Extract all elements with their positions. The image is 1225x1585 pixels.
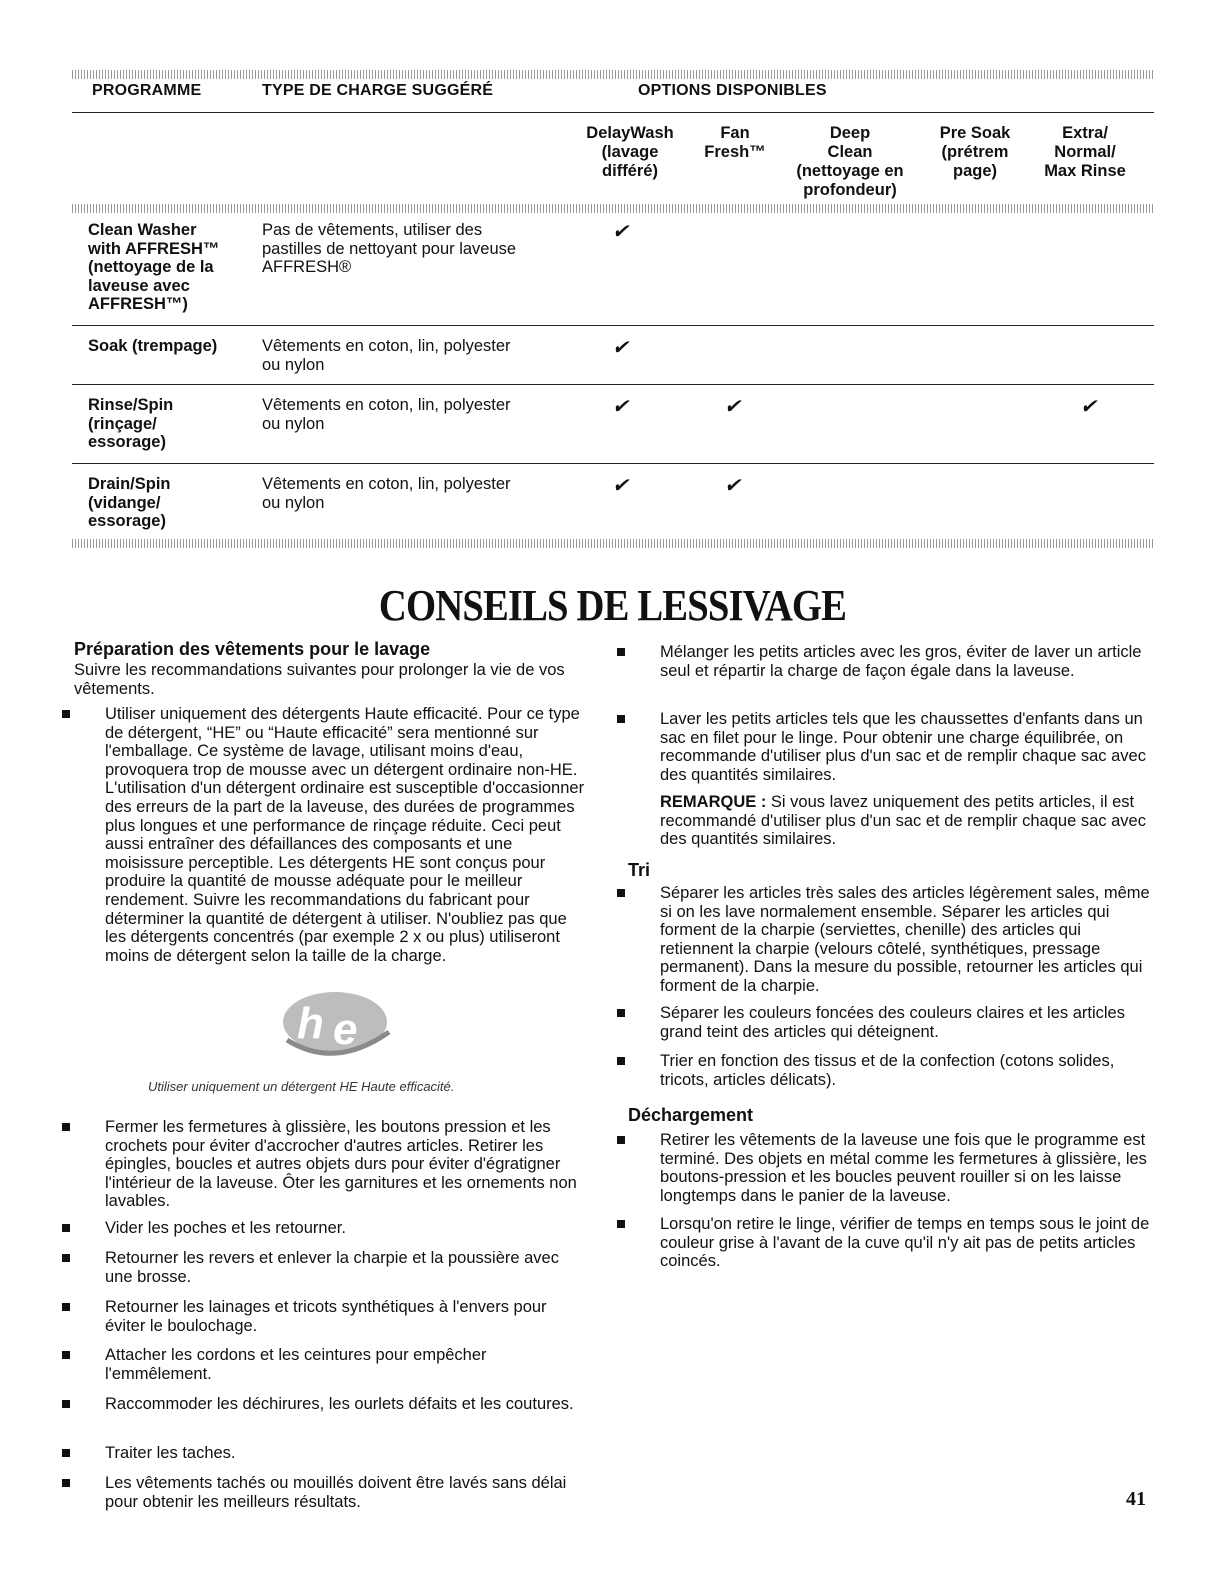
row-divider [72, 325, 1154, 326]
option-delay-wash: DelayWash (lavage différé) [586, 124, 674, 180]
check-icon: ✔ [612, 221, 629, 243]
bullet-icon [617, 648, 625, 656]
list-item-text: Raccommoder les déchirures, les ourlets défaits et les coutures. [105, 1395, 574, 1413]
row-rinse-spin-name: Rinse/Spin (rinçage/ essorage) [88, 396, 174, 451]
check-icon: ✔ [612, 337, 629, 359]
bullet-icon [617, 1009, 625, 1017]
list-item-text: Traiter les taches. [105, 1444, 236, 1462]
list-item [105, 1249, 591, 1286]
bullet-icon [62, 1400, 70, 1408]
option-deep-clean: Deep Clean (nettoyage en profondeur) [796, 124, 904, 199]
heading-tri: Tri [628, 860, 651, 880]
check-icon: ✔ [724, 396, 741, 418]
check-icon: ✔ [612, 475, 629, 497]
list-item [105, 1346, 591, 1383]
list-item [105, 1395, 591, 1414]
list-item [660, 710, 1150, 784]
row-divider [72, 463, 1154, 464]
bullet-icon [62, 1303, 70, 1311]
list-item-text: Laver les petits articles tels que les chaussettes d'enfants dans un sac en filet pour le linge. Pour obtenir une charge équilibrée, on recommande d'utiliser plus d'un sac et de remplir chaque sac avec des quantités similaires. [660, 710, 1146, 784]
list-item [660, 1131, 1150, 1205]
list-item [105, 1118, 591, 1211]
list-item [660, 884, 1150, 996]
option-pre-soak: Pre Soak (prétrem page) [939, 124, 1011, 180]
row-rinse-spin-load: Vêtements en coton, lin, polyester ou nylon [262, 396, 511, 433]
list-item [105, 705, 591, 965]
bullet-icon [617, 1220, 625, 1228]
list-item-text: Retirer les vêtements de la laveuse une fois que le programme est terminé. Des objets en métal comme les fermetures à glissière, les boutons-pression et les boucles peuvent rouiller si on les laisse longtemps dans le panier de la laveuse. [660, 1131, 1147, 1205]
list-item-text: Vider les poches et les retourner. [105, 1219, 346, 1237]
list-item-text: Séparer les articles très sales des articles légèrement sales, même si on les lave normalement ensemble. Séparer les articles qui forment de la charpie (serviettes, chenille) des articles qui retiennent la charpie (velours côtelé, synthétiques, pressage permanent). Dans la mesure du possible, retourner les articles qui forment de la charpie. [660, 884, 1150, 995]
bullet-icon [617, 1057, 625, 1065]
list-item-text: Attacher les cordons et les ceintures pour empêcher l'emmêlement. [105, 1346, 487, 1383]
bullet-icon [62, 710, 70, 718]
list-item [105, 1298, 591, 1335]
list-item-text: Lorsqu'on retire le linge, vérifier de temps en temps sous le joint de couleur grise à l'avant de la cuve qu'il n'y ait pas de petits articles coincés. [660, 1215, 1150, 1271]
bullet-icon [62, 1224, 70, 1232]
remarque-text: Si vous lavez uniquement des petits articles, il est recommandé d'utiliser plus d'un sac et de remplir chaque sac avec des quantités similaires. [660, 793, 1146, 849]
check-icon: ✔ [1080, 396, 1097, 418]
list-item [660, 1004, 1150, 1041]
page-title: CONSEILS DE LESSIVAGE [378, 581, 847, 630]
bullet-icon [62, 1351, 70, 1359]
table-subheader-rule [72, 204, 1154, 213]
remarque-note [660, 793, 1150, 849]
bullet-icon [62, 1254, 70, 1262]
bullet-icon [617, 889, 625, 897]
list-item-text: Séparer les couleurs foncées des couleurs claires et les articles grand teint des articles qui déteignent. [660, 1004, 1125, 1041]
row-clean-washer-name: Clean Washer with AFFRESH™ (nettoyage de la laveuse avec AFFRESH™) [88, 221, 220, 313]
row-divider [72, 384, 1154, 385]
header-load-type: TYPE DE CHARGE SUGGÉRÉ [262, 82, 494, 99]
intro-paragraph: Suivre les recommandations suivantes pour prolonger la vie de vos vêtements. [74, 661, 565, 698]
row-soak-name: Soak (trempage) [88, 337, 218, 355]
list-item-text: Mélanger les petits articles avec les gros, éviter de laver un article seul et répartir la charge de façon égale dans la laveuse. [660, 643, 1142, 680]
option-fan-fresh: Fan Fresh™ [704, 124, 766, 161]
check-icon: ✔ [724, 475, 741, 497]
list-item-text: Utiliser uniquement des détergents Haute efficacité. Pour ce type de détergent, “HE” ou “Haute efficacité” sera mentionné sur l'emballage. Ce système de lavage, utilisant moins d'eau, provoquera trop de mousse avec un détergent ordinaire non-HE. L'utilisation d'un détergent ordinaire est susceptible d'occasionner des erreurs de la part de la laveuse, des durées de programmes plus longues et une performance de rinçage réduite. Ceci peut aussi entraîner des défaillances des composants et une moisissure perceptible. Les détergents HE sont conçus pour produire la quantité de mousse adéquate pour le meilleur rendement. Suivre les recommandations du fabricant pour déterminer la quantité de détergent à utiliser. N'oubliez pas que les détergents concentrés (par exemple 2 x ou plus) utiliseront moins de détergent selon la taille de la charge. [105, 705, 585, 965]
he-logo-icon [283, 982, 393, 1066]
row-clean-washer-load: Pas de vêtements, utiliser des pastilles de nettoyant pour laveuse AFFRESH® [262, 221, 517, 276]
list-item-text: Retourner les revers et enlever la charpie et la poussière avec une brosse. [105, 1249, 559, 1286]
bullet-icon [62, 1123, 70, 1131]
heading-preparation: Préparation des vêtements pour le lavage [74, 639, 431, 659]
check-icon: ✔ [612, 396, 629, 418]
svg-text:h: h [297, 999, 324, 1048]
header-divider [72, 112, 1154, 113]
row-soak-load: Vêtements en coton, lin, polyester ou nylon [262, 337, 511, 374]
list-item [105, 1219, 591, 1238]
row-drain-spin-load: Vêtements en coton, lin, polyester ou nylon [262, 475, 511, 512]
header-options: OPTIONS DISPONIBLES [638, 82, 827, 99]
option-extra-rinse: Extra/ Normal/ Max Rinse [1044, 124, 1126, 180]
header-programme: PROGRAMME [92, 82, 202, 99]
bullet-icon [62, 1479, 70, 1487]
list-item [105, 1474, 591, 1511]
he-logo-caption: Utiliser uniquement un détergent HE Haute efficacité. [148, 1079, 455, 1094]
list-item [660, 643, 1150, 680]
page-number: 41 [1126, 1488, 1146, 1510]
remarque-label: REMARQUE : [660, 793, 767, 811]
heading-dechargement: Déchargement [628, 1105, 754, 1125]
bullet-icon [617, 1136, 625, 1144]
list-item-text: Retourner les lainages et tricots synthétiques à l'envers pour éviter le boulochage. [105, 1298, 547, 1335]
list-item [105, 1444, 591, 1463]
bullet-icon [617, 715, 625, 723]
list-item-text: Trier en fonction des tissus et de la confection (cotons solides, tricots, articles délicats). [660, 1052, 1115, 1089]
list-item [660, 1052, 1150, 1089]
table-top-rule [72, 70, 1154, 79]
list-item-text: Fermer les fermetures à glissière, les boutons pression et les crochets pour éviter d'accrocher d'autres articles. Retirer les épingles, boucles et autres objets durs pour éviter d'égratigner l'intérieur de la laveuse. Ôter les garnitures et les ornements non lavables. [105, 1118, 577, 1211]
table-bottom-rule [72, 539, 1154, 548]
svg-text:e: e [333, 1005, 358, 1054]
bullet-icon [62, 1449, 70, 1457]
list-item [660, 1215, 1150, 1271]
list-item-text: Les vêtements tachés ou mouillés doivent être lavés sans délai pour obtenir les meilleurs résultats. [105, 1474, 567, 1511]
row-drain-spin-name: Drain/Spin (vidange/ essorage) [88, 475, 171, 530]
